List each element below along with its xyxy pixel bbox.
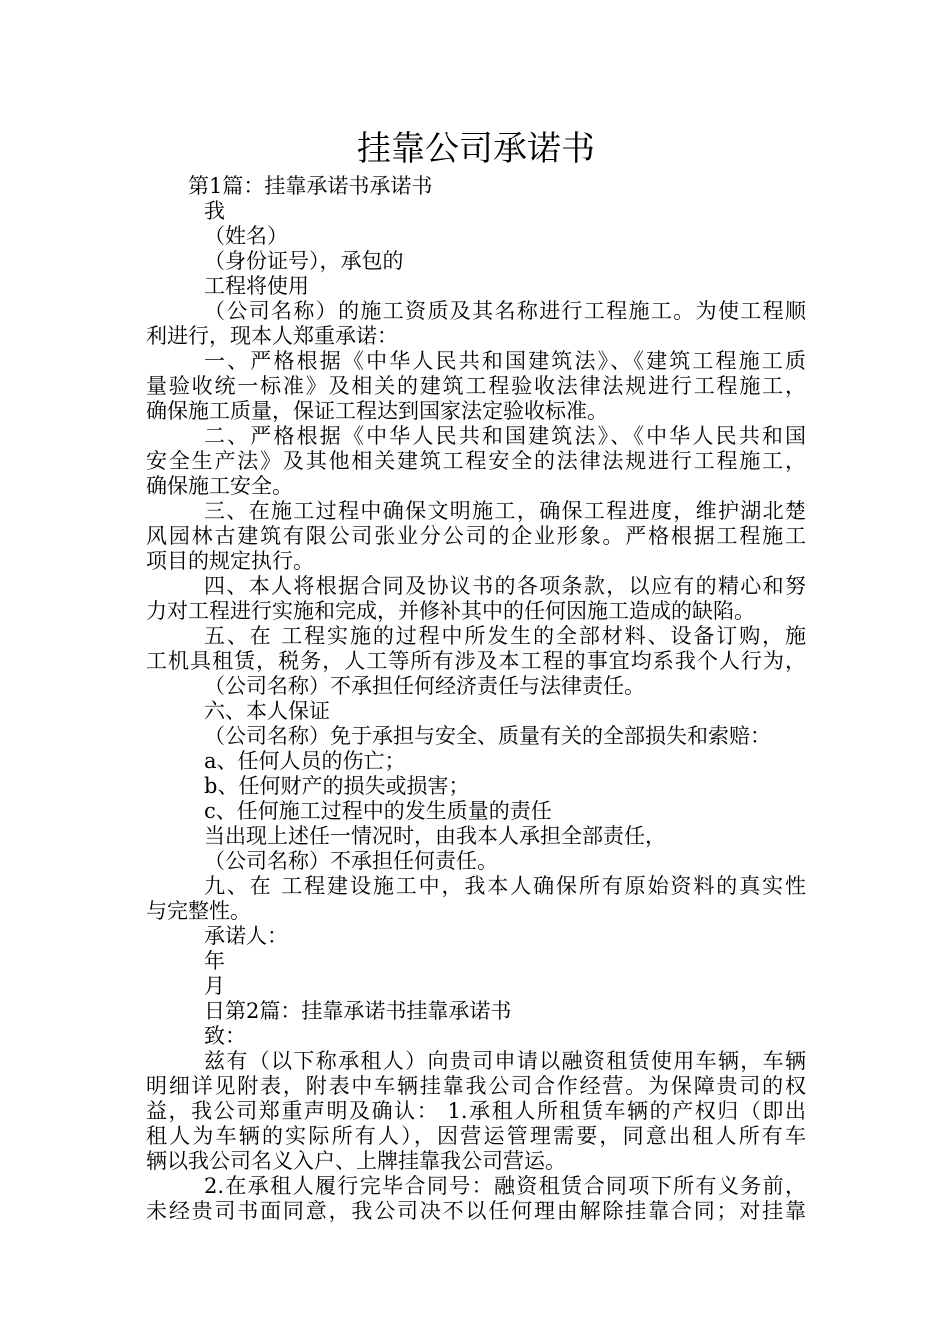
- text-line: 四、本人将根据合同及协议书的各项条款，以应有的精心和努: [204, 574, 806, 598]
- text-line: 九、在 工程建设施工中，我本人确保所有原始资料的真实性: [204, 874, 806, 898]
- text-line: 量验收统一标准》及相关的建筑工程验收法律法规进行工程施工，: [146, 374, 806, 398]
- text-line: （姓名）: [204, 224, 288, 248]
- text-line: 确保施工安全。: [146, 474, 293, 498]
- text-line: 月: [204, 974, 225, 998]
- text-line: （公司名称）不承担任何经济责任与法律责任。: [204, 674, 645, 698]
- text-line: 力对工程进行实施和完成，并修补其中的任何因施工造成的缺陷。: [146, 599, 755, 623]
- text-line: 利进行，现本人郑重承诺：: [146, 324, 398, 348]
- text-line: 日第2篇：挂靠承诺书挂靠承诺书: [204, 999, 512, 1023]
- text-line: 辆以我公司名义入户、上牌挂靠我公司营运。: [146, 1149, 566, 1173]
- text-line: 安全生产法》及其他相关建筑工程安全的法律法规进行工程施工，: [146, 449, 806, 473]
- text-line: 确保施工质量，保证工程达到国家法定验收标准。: [146, 399, 608, 423]
- document-body: [146, 174, 806, 1224]
- text-line: 租人为车辆的实际所有人），因营运管理需要，同意出租人所有车: [146, 1124, 806, 1148]
- text-line: 工机具租赁，税务，人工等所有涉及本工程的事宜均系我个人行为，: [146, 649, 806, 673]
- text-line: 一、严格根据《中华人民共和国建筑法》、《建筑工程施工质: [204, 349, 806, 373]
- text-line: 承诺人：: [204, 924, 288, 948]
- text-line: （公司名称）不承担任何责任。: [204, 849, 498, 873]
- text-line: 与完整性。: [146, 899, 251, 923]
- text-line: 当出现上述任一情况时，由我本人承担全部责任，: [204, 824, 666, 848]
- text-line: （公司名称）的施工资质及其名称进行工程施工。为使工程顺: [204, 299, 806, 323]
- text-line: 五、在 工程实施的过程中所发生的全部材料、设备订购，施: [204, 624, 806, 648]
- text-line: 二、严格根据《中华人民共和国建筑法》、《中华人民共和国: [204, 424, 806, 448]
- text-line: 风园林古建筑有限公司张业分公司的企业形象。严格根据工程施工: [146, 524, 806, 548]
- text-line: 项目的规定执行。: [146, 549, 314, 573]
- text-line: 2.在承租人履行完毕合同号：融资租赁合同项下所有义务前，: [204, 1174, 806, 1198]
- text-line: 年: [204, 949, 225, 973]
- text-line: （身份证号），承包的: [204, 249, 404, 273]
- text-line: 兹有（以下称承租人）向贵司申请以融资租赁使用车辆，车辆: [204, 1049, 806, 1073]
- document-title: 挂靠公司承诺书: [357, 129, 595, 169]
- text-line: 致：: [204, 1024, 246, 1048]
- text-line: 我: [204, 199, 225, 223]
- text-line: 六、本人保证: [204, 699, 330, 723]
- text-line: a、任何人员的伤亡；: [204, 749, 406, 773]
- text-line: 明细详见附表，附表中车辆挂靠我公司合作经营。为保障贵司的权: [146, 1074, 806, 1098]
- text-line: 益，我公司郑重声明及确认： 1.承租人所租赁车辆的产权归（即出: [146, 1099, 806, 1123]
- text-line: 未经贵司书面同意，我公司决不以任何理由解除挂靠合同；对挂靠: [146, 1199, 806, 1223]
- text-line: （公司名称）免于承担与安全、质量有关的全部损失和索赔：: [204, 724, 771, 748]
- text-line: c、任何施工过程中的发生质量的责任: [204, 799, 552, 823]
- text-line: b、任何财产的损失或损害；: [204, 774, 470, 798]
- text-line: 工程将使用: [204, 274, 309, 298]
- text-line: 三、在施工过程中确保文明施工，确保工程进度，维护湖北楚: [204, 499, 806, 523]
- text-line: 第1篇：挂靠承诺书承诺书: [188, 174, 433, 198]
